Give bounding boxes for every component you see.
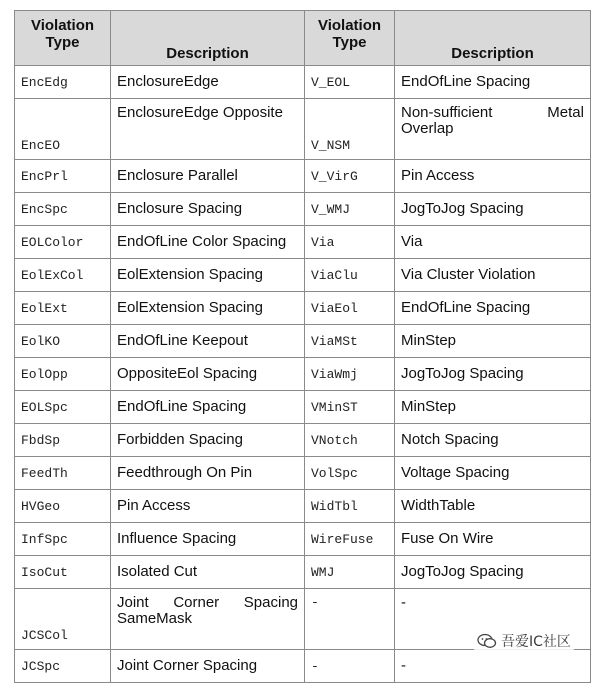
wechat-icon (477, 633, 497, 649)
violation-type-cell: EolKO (15, 325, 111, 358)
watermark (474, 630, 574, 652)
violation-type-cell: EolExCol (15, 259, 111, 292)
description-cell: Notch Spacing (395, 424, 591, 457)
table-row (15, 259, 591, 292)
description-cell: Voltage Spacing (395, 457, 591, 490)
violation-type-cell: VolSpc (305, 457, 395, 490)
description-cell: Via (395, 226, 591, 259)
violation-type-cell: VNotch (305, 424, 395, 457)
description-cell: JogToJog Spacing (395, 556, 591, 589)
table-row (15, 193, 591, 226)
violation-type-cell: EOLSpc (15, 391, 111, 424)
violation-type-cell: ViaClu (305, 259, 395, 292)
description-cell: MinStep (395, 391, 591, 424)
violation-type-cell: V_EOL (305, 66, 395, 99)
violation-type-cell: JCSCol (15, 589, 111, 650)
description-cell: - (395, 650, 591, 683)
description-cell: OppositeEol Spacing (111, 358, 305, 391)
description-cell: Joint Corner Spacing (111, 650, 305, 683)
description-cell: MinStep (395, 325, 591, 358)
description-cell: EnclosureEdge (111, 66, 305, 99)
violation-type-cell: EncSpc (15, 193, 111, 226)
header-description-2: Description (395, 11, 591, 66)
description-cell: Pin Access (111, 490, 305, 523)
description-cell: EndOfLine Keepout (111, 325, 305, 358)
watermark-text: 吾爱IC社区 (501, 634, 571, 650)
header-description-1: Description (111, 11, 305, 66)
table-row (15, 226, 591, 259)
violation-type-cell: JCSpc (15, 650, 111, 683)
description-cell: Fuse On Wire (395, 523, 591, 556)
table-row (15, 424, 591, 457)
description-cell: EndOfLine Spacing (395, 66, 591, 99)
violation-type-cell: V_VirG (305, 160, 395, 193)
violation-type-cell: EolExt (15, 292, 111, 325)
violation-type-cell: EOLColor (15, 226, 111, 259)
description-cell: - (395, 589, 591, 650)
violation-type-cell: FbdSp (15, 424, 111, 457)
table-row (15, 160, 591, 193)
description-cell: EnclosureEdge Opposite (111, 99, 305, 160)
table-row (15, 650, 591, 683)
table-row (15, 99, 591, 160)
table-row (15, 391, 591, 424)
violation-type-cell: EncPrl (15, 160, 111, 193)
description-cell: Enclosure Spacing (111, 193, 305, 226)
violation-type-cell: EncEO (15, 99, 111, 160)
table-row (15, 358, 591, 391)
violation-type-cell: - (305, 650, 395, 683)
violation-type-cell: ViaMSt (305, 325, 395, 358)
violation-type-cell: WidTbl (305, 490, 395, 523)
violation-type-cell: HVGeo (15, 490, 111, 523)
violation-type-cell: FeedTh (15, 457, 111, 490)
table-row (15, 457, 591, 490)
table-row (15, 556, 591, 589)
violation-type-cell: WireFuse (305, 523, 395, 556)
description-cell: Feedthrough On Pin (111, 457, 305, 490)
description-cell: EolExtension Spacing (111, 292, 305, 325)
description-cell: JogToJog Spacing (395, 193, 591, 226)
table-row (15, 325, 591, 358)
violation-type-cell: V_WMJ (305, 193, 395, 226)
violation-type-cell: - (305, 589, 395, 650)
violation-type-cell: Via (305, 226, 395, 259)
header-violation-type-2: Violation Type (305, 11, 395, 66)
violation-type-cell: ViaWmj (305, 358, 395, 391)
description-cell: EndOfLine Spacing (111, 391, 305, 424)
description-cell: Forbidden Spacing (111, 424, 305, 457)
table-row (15, 292, 591, 325)
violation-type-cell: IsoCut (15, 556, 111, 589)
violation-type-cell: InfSpc (15, 523, 111, 556)
header-violation-type-1: Violation Type (15, 11, 111, 66)
description-cell: Via Cluster Violation (395, 259, 591, 292)
violation-type-cell: EolOpp (15, 358, 111, 391)
description-cell: Enclosure Parallel (111, 160, 305, 193)
description-cell: Non-sufficient Metal Overlap (395, 99, 591, 160)
violation-type-cell: ViaEol (305, 292, 395, 325)
description-cell: Joint Corner Spacing SameMask (111, 589, 305, 650)
description-cell: EolExtension Spacing (111, 259, 305, 292)
description-cell: JogToJog Spacing (395, 358, 591, 391)
description-cell: Isolated Cut (111, 556, 305, 589)
violation-table (14, 10, 591, 683)
table-row (15, 523, 591, 556)
description-cell: Pin Access (395, 160, 591, 193)
table-row (15, 490, 591, 523)
description-cell: EndOfLine Spacing (395, 292, 591, 325)
violation-type-cell: EncEdg (15, 66, 111, 99)
violation-type-cell: VMinST (305, 391, 395, 424)
description-cell: WidthTable (395, 490, 591, 523)
table-row (15, 66, 591, 99)
table-header-row (15, 11, 591, 66)
violation-type-cell: V_NSM (305, 99, 395, 160)
description-cell: EndOfLine Color Spacing (111, 226, 305, 259)
violation-type-cell: WMJ (305, 556, 395, 589)
description-cell: Influence Spacing (111, 523, 305, 556)
